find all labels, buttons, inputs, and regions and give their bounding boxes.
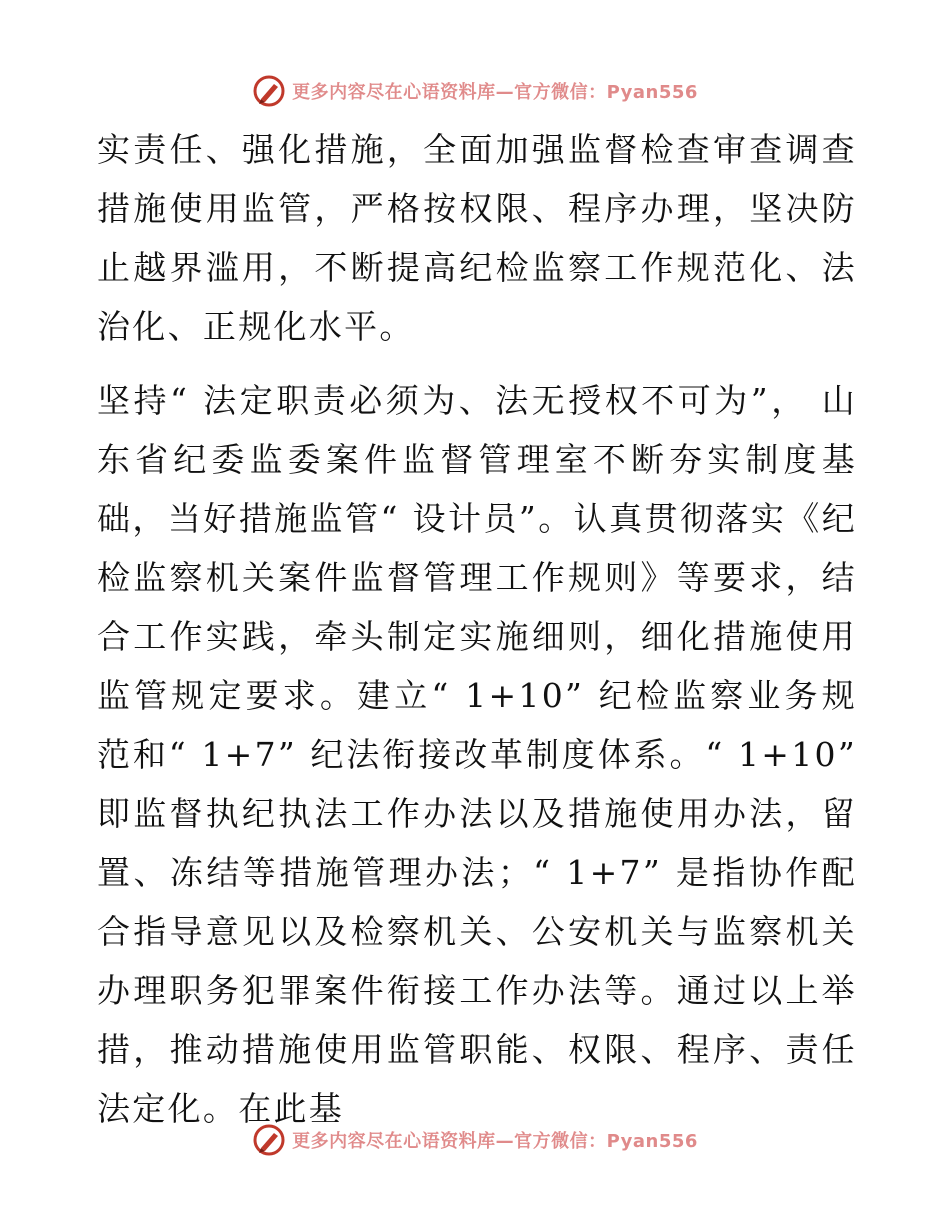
footer-watermark xyxy=(0,1120,950,1160)
watermark-text: 更多内容尽在心语资料库—官方微信：Pyan556 xyxy=(292,82,698,103)
header-watermark xyxy=(0,71,950,111)
watermark-text: 更多内容尽在心语资料库—官方微信：Pyan556 xyxy=(292,1131,698,1152)
document-body xyxy=(97,120,857,1138)
paragraph-2: 坚持“ 法定职责必须为、法无授权不可为”， 山东省纪委监委案件监督管理室不断夯实制度基础，当好措施监管“ 设计员”。认真贯彻落实《纪检监察机关案件监督管理工作规则》等要求，结合工作实践，牵头制定实施细则，细化措施使用监管规定要求。建立“ 1+10” 纪检监察业务规范和“ 1+7” 纪法衔接改革制度体系。“ 1+10” 即监督执纪执法工作办法以及措施使用办法，留置、冻结等措施管理办法；“ 1+7” 是指协作配合指导意见以及检察机关、公安机关与监察机关办理职务犯罪案件衔接工作办法等。通过以上举措，推动措施使用监管职能、权限、程序、责任法定化。在此基 xyxy=(97,381,857,1128)
pen-logo-icon xyxy=(252,74,286,108)
paragraph-1: 实责任、强化措施，全面加强监督检查审查调查措施使用监管，严格按权限、程序办理，坚决防止越界滥用，不断提高纪检监察工作规范化、法治化、正规化水平。 xyxy=(97,130,857,346)
pen-logo-icon xyxy=(252,1123,286,1157)
